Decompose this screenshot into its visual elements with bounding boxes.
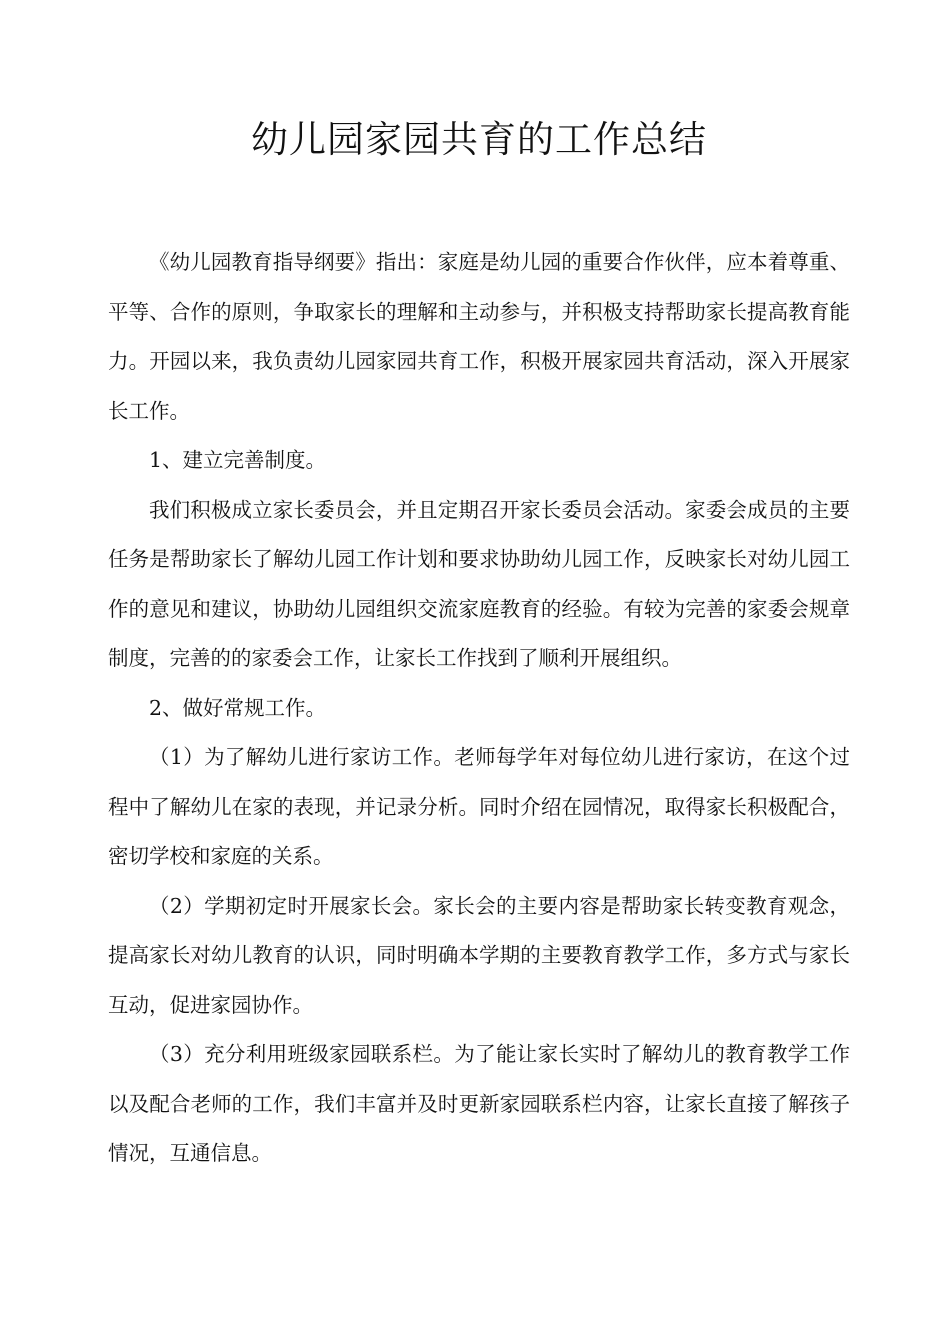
section-heading-system: 1、建立完善制度。 (149, 448, 327, 472)
document-body (108, 238, 850, 1179)
contact-board-paragraph: （3）充分利用班级家园联系栏。为了能让家长实时了解幼儿的教育教学工作以及配合老师的工作，我们丰富并及时更新家园联系栏内容，让家长直接了解孩子情况，互通信息。 (108, 1042, 850, 1165)
section-heading-routine: 2、做好常规工作。 (149, 695, 327, 720)
document-title: 幼儿园家园共育的工作总结 (251, 118, 707, 161)
home-visit-paragraph: （1）为了解幼儿进行家访工作。老师每学年对每位幼儿进行家访，在这个过程中了解幼儿在家的表现，并记录分析。同时介绍在园情况，取得家长积极配合，密切学校和家庭的关系。 (108, 745, 850, 868)
parent-meeting-paragraph: （2）学期初定时开展家长会。家长会的主要内容是帮助家长转变教育观念，提高家长对幼儿教育的认识，同时明确本学期的主要教育教学工作，多方式与家长互动，促进家园协作。 (108, 893, 850, 1017)
intro-paragraph: 《幼儿园教育指导纲要》指出：家庭是幼儿园的重要合作伙伴，应本着尊重、平等、合作的原则，争取家长的理解和主动参与，并积极支持帮助家长提高教育能力。开园以来，我负责幼儿园家园共育工作，积极开展家园共育活动，深入开展家长工作。 (108, 250, 850, 423)
system-paragraph: 我们积极成立家长委员会，并且定期召开家长委员会活动。家委会成员的主要任务是帮助家长了解幼儿园工作计划和要求协助幼儿园工作，反映家长对幼儿园工作的意见和建议，协助幼儿园组织交流家庭教育的经验。有较为完善的家委会规章制度，完善的的家委会工作，让家长工作找到了顺利开展组织。 (108, 497, 850, 670)
